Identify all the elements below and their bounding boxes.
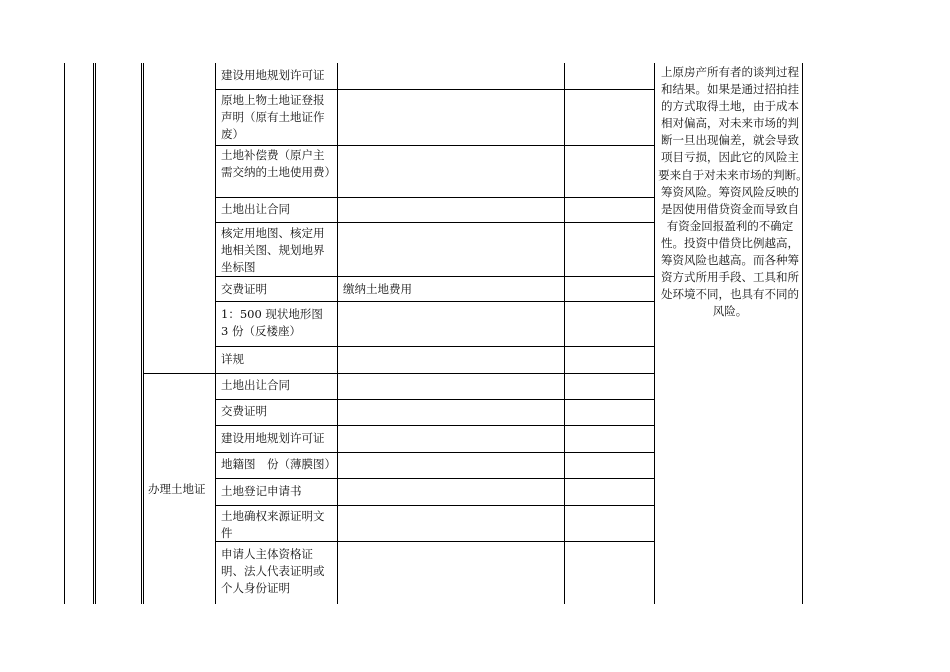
row-divider xyxy=(215,478,655,479)
row-divider xyxy=(215,425,655,426)
row-divider xyxy=(215,89,655,90)
outer-left-border xyxy=(64,63,65,604)
item-cell: 地籍图 份（薄膜图） xyxy=(221,457,336,471)
row-divider xyxy=(215,301,655,302)
row-divider xyxy=(215,399,655,400)
item-cell: 土地补偿费（原户主需交纳的土地使用费） xyxy=(221,148,336,179)
risk-description: 上原房产所有者的谈判过程和结果。如果是通过招拍挂的方式取得土地，由于成本相对偏高，对未来市场的判断一旦出现偏差，就会导致项目亏损，因此它的风险主要来自于对未来市场的判断。 筹资风险。筹资风险反映的是因使用借贷资金而导致自有资金回报盈利的不确定性。投资中借贷比例越高，筹资风险也越高。而各种筹资方式所用手段、工具和所处环境不同，也具有不同的风险。 xyxy=(658,65,814,319)
row-divider xyxy=(215,145,655,146)
item-cell: 土地确权来源证明文件 xyxy=(221,509,325,540)
item-cell: 交费证明 xyxy=(221,282,267,296)
item-cell: 土地出让合同 xyxy=(221,378,290,392)
item-cell: 土地登记申请书 xyxy=(221,484,302,498)
note-cell: 缴纳土地费用 xyxy=(343,282,412,296)
item-cell: 建设用地规划许可证 xyxy=(221,431,325,445)
item-cell: 土地出让合同 xyxy=(221,202,290,216)
group-divider xyxy=(143,373,655,374)
row-divider xyxy=(215,452,655,453)
col-border-4 xyxy=(143,63,144,604)
item-cell: 申请人主体资格证明、法人代表证明或个人身份证明 xyxy=(221,547,325,595)
row-divider xyxy=(215,222,655,223)
row-divider xyxy=(215,346,655,347)
item-cell: 核定用地图、核定用地相关图、规划地界坐标图 xyxy=(221,226,325,274)
col-border-3 xyxy=(141,63,142,604)
item-cell: 原地上物土地证登报声明（原有土地证作废） xyxy=(221,93,325,141)
col-border-2 xyxy=(95,63,96,604)
row-divider xyxy=(215,505,655,506)
group-label: 办理土地证 xyxy=(148,482,206,496)
item-cell: 详规 xyxy=(221,352,244,366)
item-cell: 1：500 现状地形图 3 份（反楼座） xyxy=(221,307,323,338)
row-divider xyxy=(215,197,655,198)
item-cell: 交费证明 xyxy=(221,404,267,418)
col-border-1 xyxy=(93,63,94,604)
item-cell: 建设用地规划许可证 xyxy=(221,68,325,82)
row-divider xyxy=(215,276,655,277)
